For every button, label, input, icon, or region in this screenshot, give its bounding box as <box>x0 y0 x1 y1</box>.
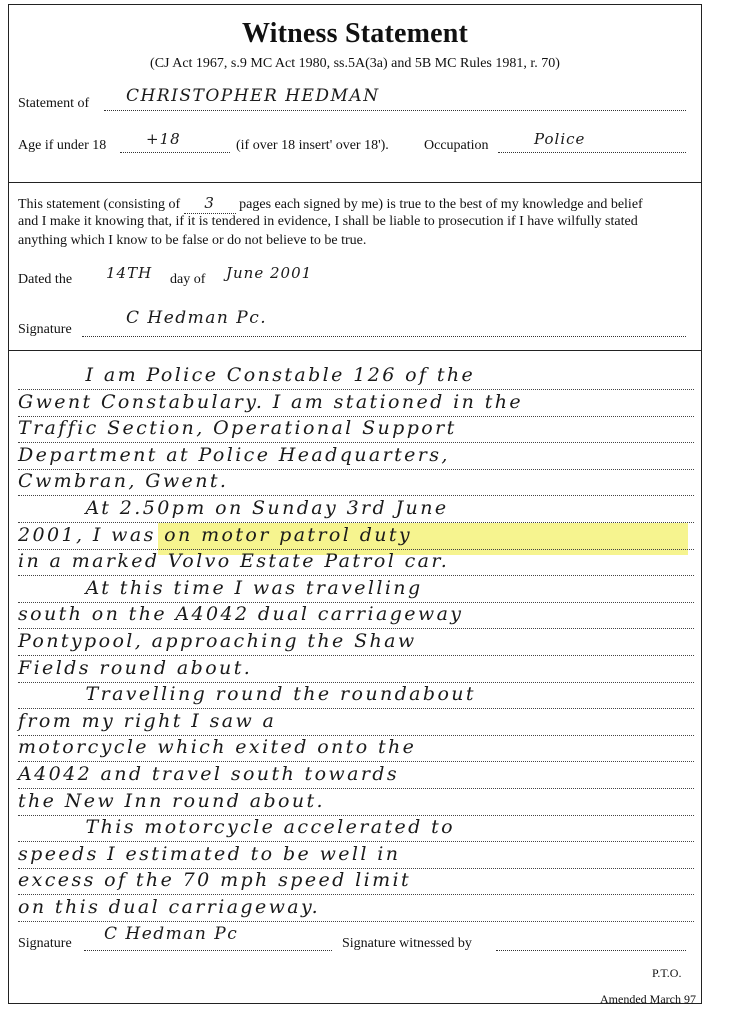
handwritten-text: south on the A4042 dual carriageway <box>18 603 464 626</box>
footer-signature-value: C Hedman Pc <box>104 924 239 944</box>
month-value: June 2001 <box>226 264 313 282</box>
statement-line <box>18 706 694 736</box>
handwritten-text: excess of the 70 mph speed limit <box>18 869 412 892</box>
handwritten-text: from my right I saw a <box>18 709 277 732</box>
handwritten-text: A4042 and travel south towards <box>18 763 400 785</box>
age-hint: (if over 18 insert' over 18'). <box>236 138 389 153</box>
pto-text: P.T.O. <box>652 966 682 980</box>
declaration-line-2: and I make it knowing that, if it is tendered in evidence, I shall be liable to prosecution if I have wilfully stated <box>18 214 638 229</box>
day-of-label: day of <box>170 272 206 287</box>
handwritten-text: the New Inn round about. <box>18 789 325 812</box>
statement-line <box>18 520 694 550</box>
age-value: +18 <box>146 130 181 148</box>
signature-label: Signature <box>18 322 72 337</box>
handwritten-text: Gwent Constabulary. I am stationed in the <box>18 390 524 413</box>
statement-line <box>18 759 694 789</box>
declaration-line-3: anything which I know to be false or do not believe to be true. <box>18 233 367 248</box>
handwritten-text: Cwmbran, Gwent. <box>18 470 229 493</box>
statement-line <box>18 626 694 656</box>
statement-line <box>18 892 694 922</box>
statement-line <box>18 679 694 709</box>
statement-line <box>18 466 694 496</box>
statement-line <box>18 387 694 417</box>
amended-text: Amended March 97 <box>600 992 696 1006</box>
occupation-label: Occupation <box>424 138 489 153</box>
signature-line <box>82 336 686 337</box>
statement-line <box>18 360 694 390</box>
occupation-value: Police <box>534 130 586 148</box>
ruled-line <box>18 921 694 922</box>
declaration-line-1 <box>18 194 643 214</box>
statement-line <box>18 493 694 523</box>
divider-body <box>8 350 702 351</box>
statement-line <box>18 732 694 762</box>
statement-line <box>18 413 694 443</box>
statement-line <box>18 839 694 869</box>
witnessed-line <box>496 950 686 951</box>
handwritten-text: I am Police Constable 126 of the <box>18 364 476 386</box>
handwritten-text: speeds I estimated to be well in <box>18 842 401 865</box>
handwritten-text: motorcycle which exited onto the <box>18 736 417 759</box>
occupation-line <box>498 152 686 153</box>
signature-value: C Hedman Pc. <box>126 308 268 328</box>
declaration-part-1: This statement (consisting of <box>18 197 181 212</box>
form-title: Witness Statement <box>241 18 469 49</box>
footer-signature-label: Signature <box>18 936 72 951</box>
witnessed-label: Signature witnessed by <box>342 936 472 951</box>
statement-line <box>18 786 694 816</box>
statement-of-label: Statement of <box>18 96 90 111</box>
pages-field <box>184 194 236 214</box>
statement-line <box>18 812 694 842</box>
age-line <box>120 152 230 153</box>
handwritten-text: Fields round about. <box>18 656 253 679</box>
handwritten-text: Pontypool, approaching the Shaw <box>18 630 417 652</box>
statement-line <box>18 653 694 683</box>
form-subtitle: (CJ Act 1967, s.9 MC Act 1980, ss.5A(3a) and 5B MC Rules 1981, r. 70) <box>150 56 560 71</box>
statement-line <box>18 546 694 576</box>
dated-value: 14TH <box>106 264 153 282</box>
divider-top <box>8 182 702 183</box>
footer-signature-line <box>84 950 332 951</box>
statement-of-line <box>104 110 686 111</box>
handwritten-text: Travelling round the roundabout <box>18 683 476 706</box>
handwritten-text: This motorcycle accelerated to <box>18 816 456 839</box>
handwritten-text: in a marked Volvo Estate Patrol car. <box>18 550 450 573</box>
handwritten-text: Traffic Section, Operational Support <box>18 417 457 440</box>
handwritten-text: Department at Police Headquarters, <box>18 443 450 466</box>
handwritten-text: At 2.50pm on Sunday 3rd June <box>18 497 449 519</box>
handwritten-text: At this time I was travelling <box>18 576 423 599</box>
statement-line <box>18 573 694 603</box>
handwritten-text: on this dual carriageway. <box>18 896 321 918</box>
pages-value: 3 <box>204 194 215 212</box>
handwritten-text: 2001, I was on motor patrol duty <box>18 523 413 546</box>
statement-line <box>18 865 694 895</box>
statement-of-value: CHRISTOPHER HEDMAN <box>126 86 380 106</box>
statement-line <box>18 599 694 629</box>
witness-statement-page <box>8 4 730 1014</box>
declaration-part-2: pages each signed by me) is true to the best of my knowledge and belief <box>239 197 643 212</box>
age-label: Age if under 18 <box>18 138 107 153</box>
dated-label: Dated the <box>18 272 73 287</box>
statement-line <box>18 440 694 470</box>
